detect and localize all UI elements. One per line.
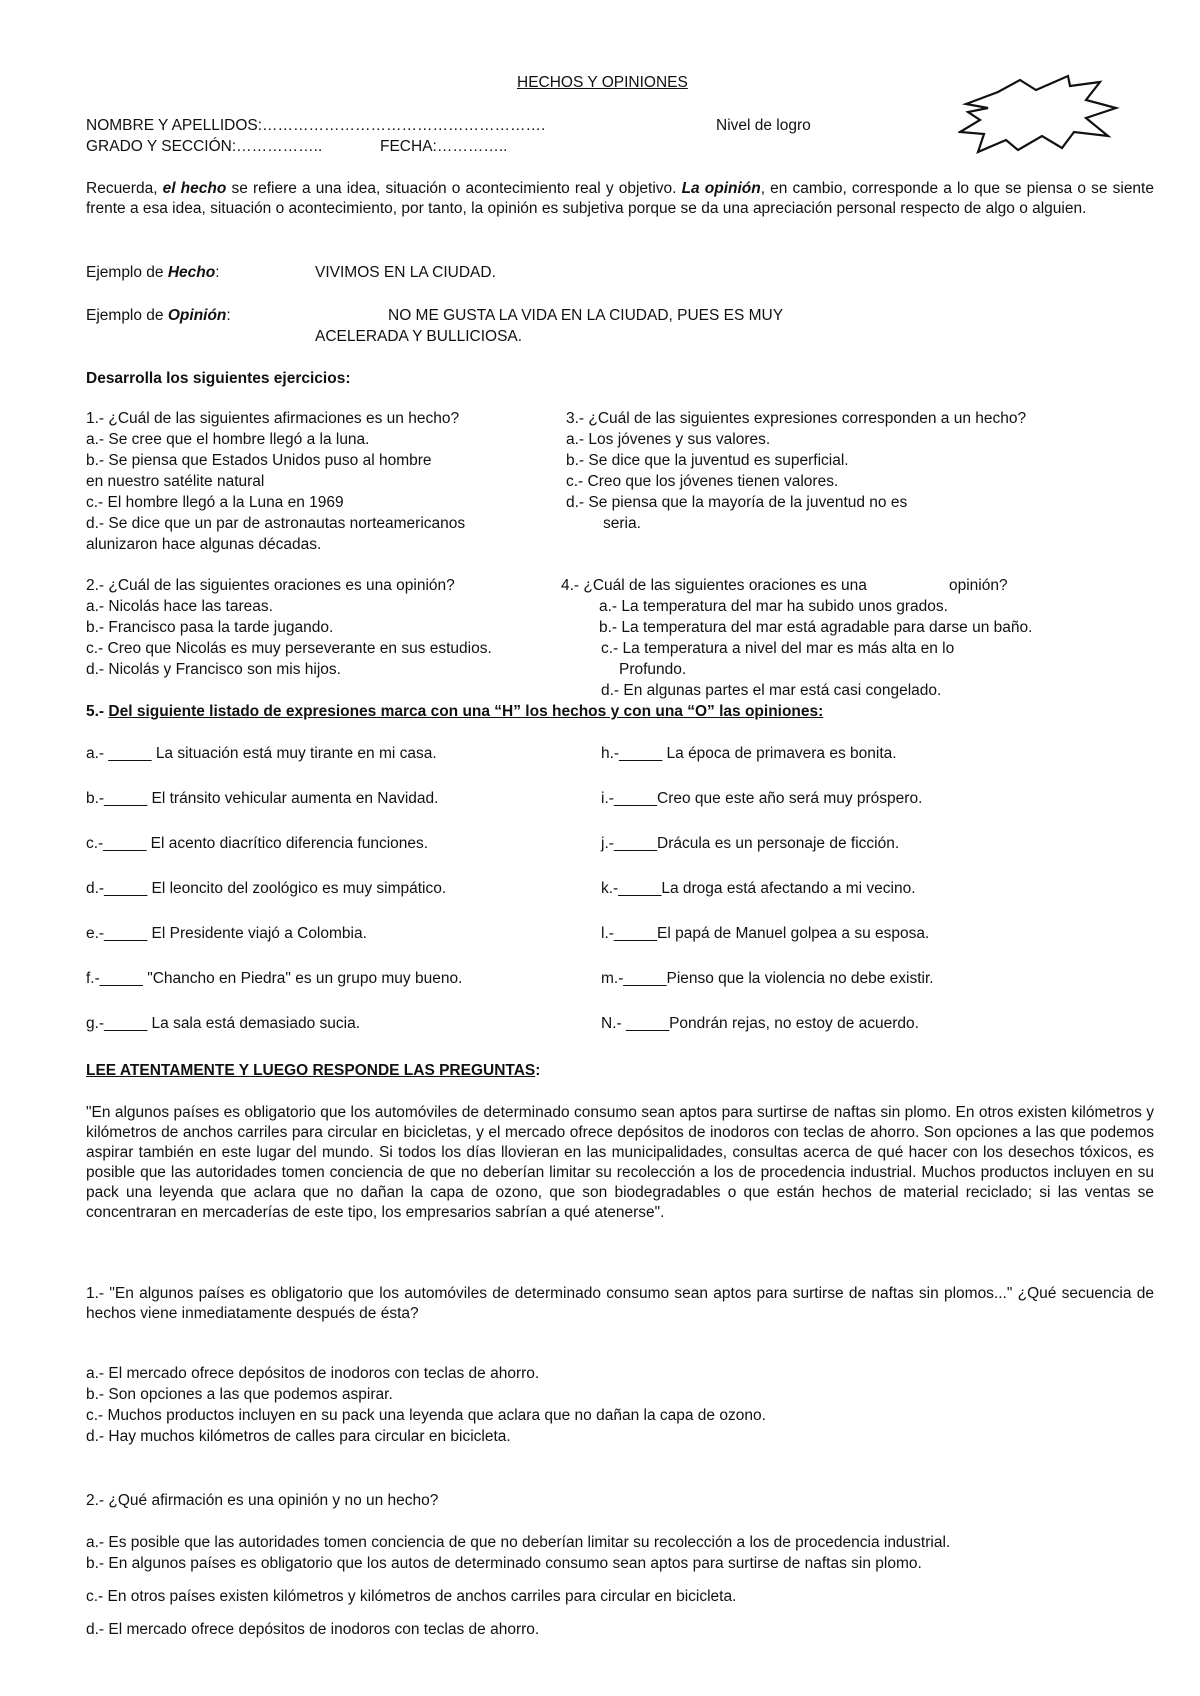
example-opinion-text: NO ME GUSTA LA VIDA EN LA CIUDAD, PUES ES MUY <box>388 307 784 324</box>
nombre-field[interactable]: NOMBRE Y APELLIDOS:………………………………………………. <box>86 117 546 134</box>
q5-instruction: 5.- Del siguiente listado de expresiones marca con una “H” los hechos y con una “O” las opiniones: <box>86 703 824 720</box>
q3-option: d.- Se piensa que la mayoría de la juventud no es <box>566 494 908 511</box>
example-opinion-label: Ejemplo de Opinión: <box>86 307 231 324</box>
fecha-field[interactable]: FECHA:………….. <box>380 138 508 155</box>
q1-option: a.- Se cree que el hombre llegó a la luna. <box>86 431 370 448</box>
q4-title-end: opinión? <box>949 577 1008 594</box>
answer-blank[interactable]: i.-_____ <box>601 790 658 807</box>
q4-option: d.- En algunas partes el mar está casi congelado. <box>601 682 942 699</box>
q5-item-l: l.-_____El papá de Manuel golpea a su esposa. <box>601 925 930 942</box>
q2-title: 2.- ¿Cuál de las siguientes oraciones es una opinión? <box>86 577 455 594</box>
example-hecho-label: Ejemplo de Hecho: <box>86 264 220 281</box>
q1-option-cont: en nuestro satélite natural <box>86 473 265 490</box>
q4-option: c.- La temperatura a nivel del mar es más alta en lo <box>601 640 955 657</box>
answer-blank[interactable]: g.-_____ <box>86 1015 148 1032</box>
q5-item-a: a.- _____ La situación está muy tirante en mi casa. <box>86 745 437 762</box>
q1-option: b.- Se piensa que Estados Unidos puso al hombre <box>86 452 432 469</box>
starburst-icon <box>958 74 1123 154</box>
q5-item-m: m.-_____Pienso que la violencia no debe existir. <box>601 970 934 987</box>
q5-item-j: j.-_____Drácula es un personaje de ficción. <box>601 835 900 852</box>
answer-blank[interactable]: d.-_____ <box>86 880 148 897</box>
q5-item-h: h.-_____ La época de primavera es bonita. <box>601 745 897 762</box>
exercises-heading: Desarrolla los siguientes ejercicios: <box>86 370 351 387</box>
rq1-option-c: c.- Muchos productos incluyen en su pack una leyenda que aclara que no dañan la capa de ozono. <box>86 1407 766 1424</box>
q4-option: b.- La temperatura del mar está agradable para darse un baño. <box>599 619 1033 636</box>
rq1-option-d: d.- Hay muchos kilómetros de calles para circular en bicicleta. <box>86 1428 511 1445</box>
answer-blank[interactable]: N.- _____ <box>601 1015 670 1032</box>
rq2-option-b: b.- En algunos países es obligatorio que los autos de determinado consumo sean aptos para surtirse de naftas sin plomo. <box>86 1555 922 1572</box>
rq1-option-a: a.- El mercado ofrece depósitos de inodoros con teclas de ahorro. <box>86 1365 540 1382</box>
q2-option: b.- Francisco pasa la tarde jugando. <box>86 619 334 636</box>
rq2-option-d: d.- El mercado ofrece depósitos de inodoros con teclas de ahorro. <box>86 1621 540 1638</box>
reading-question-1: 1.- "En algunos países es obligatorio que los automóviles de determinado consumo sean aptos para surtirse de naftas sin plomos..." ¿Qué secuencia de hechos viene inmediatamente después de ésta? <box>86 1285 1154 1322</box>
q5-item-b: b.-_____ El tránsito vehicular aumenta en Navidad. <box>86 790 439 807</box>
reading-heading: LEE ATENTAMENTE Y LUEGO RESPONDE LAS PREGUNTAS: <box>86 1062 541 1079</box>
answer-blank[interactable]: k.-_____ <box>601 880 662 897</box>
q1-option: c.- El hombre llegó a la Luna en 1969 <box>86 494 344 511</box>
q5-item-i: i.-_____Creo que este año será muy próspero. <box>601 790 923 807</box>
answer-blank[interactable]: c.-_____ <box>86 835 147 852</box>
q4-option: a.- La temperatura del mar ha subido unos grados. <box>599 598 948 615</box>
q5-item-d: d.-_____ El leoncito del zoológico es muy simpático. <box>86 880 447 897</box>
rq2-option-a: a.- Es posible que las autoridades tomen conciencia de que no deberían limitar su recolección a los de procedencia industrial. <box>86 1534 951 1551</box>
answer-blank[interactable]: b.-_____ <box>86 790 148 807</box>
q4-title: 4.- ¿Cuál de las siguientes oraciones es una <box>561 577 867 594</box>
q5-item-n: N.- _____Pondrán rejas, no estoy de acuerdo. <box>601 1015 919 1032</box>
rq1-option-b: b.- Son opciones a las que podemos aspirar. <box>86 1386 393 1403</box>
grado-field[interactable]: GRADO Y SECCIÓN:…………….. <box>86 138 323 155</box>
answer-blank[interactable]: h.-_____ <box>601 745 663 762</box>
q5-item-g: g.-_____ La sala está demasiado sucia. <box>86 1015 361 1032</box>
answer-blank[interactable]: l.-_____ <box>601 925 658 942</box>
reading-text: "En algunos países es obligatorio que los automóviles de determinado consumo sean aptos para surtirse de naftas sin plomo. En otros existen kilómetros y kilómetros de anchos carriles para circular en bicicletas, y el mercado ofrece depósitos de inodoros con teclas de ahorro. Son opciones a las que podemos aspirar también en este lugar del mundo. Si todos los días llovieran en las municipalidades, consultas acerca de qué hacer con los desechos tóxicos, es posible que las autoridades tomen conciencia de que no deberían limitar su recolección a los de procedencia industrial. Muchos productos incluyen en su pack una leyenda que aclara que no dañan la capa de ozono, que son biodegradables o que están hechos de material reciclado; si las ventas se concentraran en mercaderías de este tipo, los empresarios sabrían a qué atenerse". <box>86 1104 1154 1221</box>
q5-item-f: f.-_____ "Chancho en Piedra" es un grupo muy bueno. <box>86 970 463 987</box>
q3-option-cont: seria. <box>603 515 641 532</box>
nivel-de-logro-label: Nivel de logro <box>716 117 811 134</box>
q3-title: 3.- ¿Cuál de las siguientes expresiones corresponden a un hecho? <box>566 410 1027 427</box>
answer-blank[interactable]: f.-_____ <box>86 970 143 987</box>
answer-blank[interactable]: e.-_____ <box>86 925 148 942</box>
q2-option: a.- Nicolás hace las tareas. <box>86 598 273 615</box>
q1-title: 1.- ¿Cuál de las siguientes afirmaciones es un hecho? <box>86 410 460 427</box>
opinion-emphasis: La opinión <box>681 180 761 197</box>
q5-item-c: c.-_____ El acento diacrítico diferencia funciones. <box>86 835 429 852</box>
answer-blank[interactable]: m.-_____ <box>601 970 667 987</box>
q2-option: d.- Nicolás y Francisco son mis hijos. <box>86 661 341 678</box>
reading-question-2: 2.- ¿Qué afirmación es una opinión y no un hecho? <box>86 1492 439 1509</box>
example-opinion-text-2: ACELERADA Y BULLICIOSA. <box>315 328 523 345</box>
example-hecho-text: VIVIMOS EN LA CIUDAD. <box>315 264 496 281</box>
intro-paragraph: Recuerda, el hecho se refiere a una idea, situación o acontecimiento real y objetivo. La opinión, en cambio, corresponde a lo que se piensa o se siente frente a esa idea, situación o acontecimiento, por tanto, la opinión es subjetiva porque se da una apreciación personal respecto de algo o alguien. <box>86 180 1154 217</box>
q3-option: a.- Los jóvenes y sus valores. <box>566 431 771 448</box>
q4-option-cont: Profundo. <box>619 661 687 678</box>
q3-option: c.- Creo que los jóvenes tienen valores. <box>566 473 839 490</box>
q1-option-cont: alunizaron hace algunas décadas. <box>86 536 322 553</box>
q1-option: d.- Se dice que un par de astronautas norteamericanos <box>86 515 466 532</box>
answer-blank[interactable]: a.- _____ <box>86 745 152 762</box>
hecho-emphasis: el hecho <box>162 180 227 197</box>
answer-blank[interactable]: j.-_____ <box>601 835 658 852</box>
page-title: HECHOS Y OPINIONES <box>517 74 688 91</box>
rq2-option-c: c.- En otros países existen kilómetros y kilómetros de anchos carriles para circular en bicicleta. <box>86 1588 737 1605</box>
q2-option: c.- Creo que Nicolás es muy perseverante en sus estudios. <box>86 640 492 657</box>
q5-item-e: e.-_____ El Presidente viajó a Colombia. <box>86 925 367 942</box>
q5-item-k: k.-_____La droga está afectando a mi vecino. <box>601 880 916 897</box>
q3-option: b.- Se dice que la juventud es superficial. <box>566 452 849 469</box>
